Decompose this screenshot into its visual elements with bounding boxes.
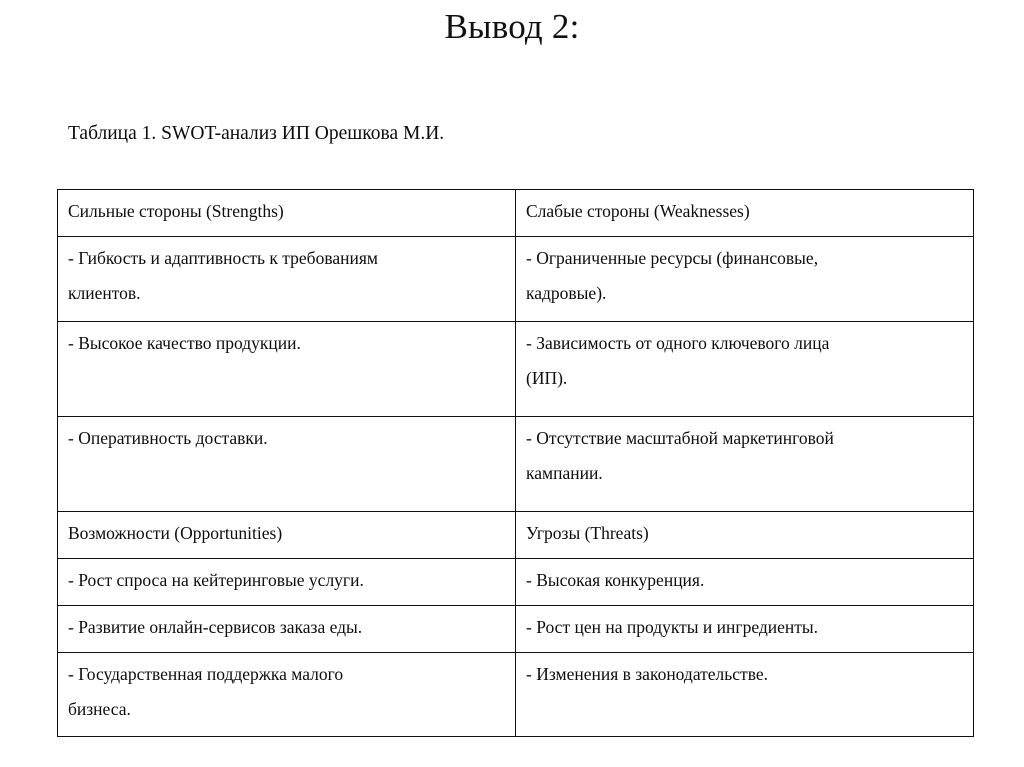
cell-line: - Оперативность доставки. [68,428,268,448]
table-row [58,606,974,653]
cell-line: Слабые стороны (Weaknesses) [526,201,750,221]
cell-line: Угрозы (Threats) [526,523,649,543]
swot-analysis-table [57,189,974,737]
table-row [58,559,974,606]
cell-line: - Рост спроса на кейтеринговые услуги. [68,570,364,590]
table-row [58,512,974,559]
cell-line: - Отсутствие масштабной маркетинговой [526,428,834,448]
cell-threat-1 [516,559,974,606]
header-cell-threats [516,512,974,559]
cell-line: кампании. [526,463,603,483]
table-row [58,417,974,512]
cell-strength-3 [58,417,516,512]
cell-line: кадровые). [526,283,607,303]
cell-weakness-1 [516,237,974,322]
cell-line: - Ограниченные ресурсы (финансовые, [526,248,819,268]
cell-line: - Изменения в законодательстве. [526,664,768,684]
cell-line: - Высокая конкуренция. [526,570,705,590]
cell-line: бизнеса. [68,699,131,719]
table-caption: Таблица 1. SWOT-анализ ИП Орешкова М.И. [68,123,445,144]
cell-weakness-3 [516,417,974,512]
table-row [58,190,974,237]
cell-line: - Высокое качество продукции. [68,333,301,353]
cell-line: (ИП). [526,368,568,388]
cell-line: - Государственная поддержка малого [68,664,344,684]
cell-opportunity-3 [58,653,516,737]
table-row [58,322,974,417]
cell-weakness-2 [516,322,974,417]
cell-opportunity-2 [58,606,516,653]
header-cell-weaknesses [516,190,974,237]
cell-line: - Рост цен на продукты и ингредиенты. [526,617,819,637]
swot-table-container [57,189,973,737]
cell-strength-2 [58,322,516,417]
cell-line: - Гибкость и адаптивность к требованиям [68,248,378,268]
cell-line: Сильные стороны (Strengths) [68,201,284,221]
table-row [58,237,974,322]
header-cell-strengths [58,190,516,237]
cell-threat-2 [516,606,974,653]
cell-strength-1 [58,237,516,322]
page-title: Вывод 2: [444,7,580,46]
cell-line: Возможности (Opportunities) [68,523,283,543]
cell-threat-3 [516,653,974,737]
cell-opportunity-1 [58,559,516,606]
cell-line: - Развитие онлайн-сервисов заказа еды. [68,617,363,637]
cell-line: клиентов. [68,283,141,303]
cell-line: - Зависимость от одного ключевого лица [526,333,830,353]
header-cell-opportunities [58,512,516,559]
table-row [58,653,974,737]
